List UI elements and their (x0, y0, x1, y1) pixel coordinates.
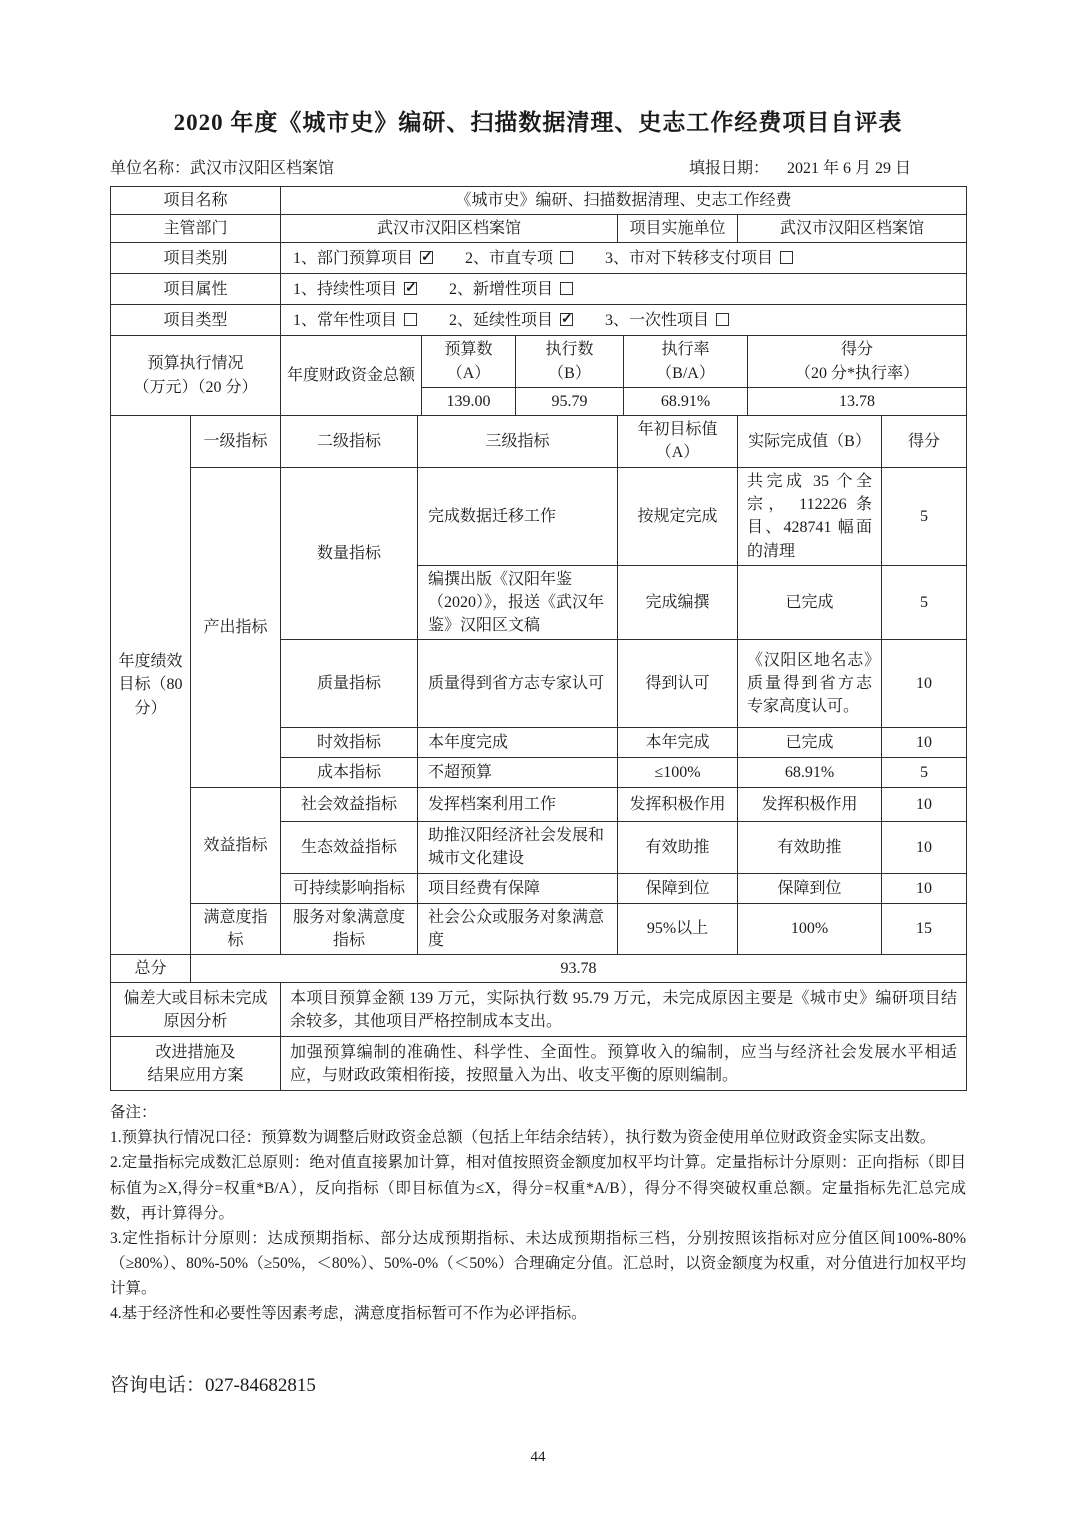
budget-total-label: 年度财政资金总额 (281, 336, 422, 416)
category-option (293, 250, 433, 267)
checkbox-icon (560, 251, 573, 264)
note-item: 4.基于经济性和必要性等因素考虑，满意度指标暂可不作为必评指标。 (110, 1305, 587, 1323)
dept-value: 武汉市汉阳区档案馆 (281, 215, 618, 243)
level3-cell: 完成数据迁移工作 (418, 467, 618, 565)
level2-sustain: 可持续影响指标 (281, 873, 418, 903)
header-level2: 二级指标 (281, 415, 418, 467)
target-cell: 按规定完成 (618, 467, 738, 565)
target-cell: 本年完成 (618, 728, 738, 758)
budget-planned-value: 139.00 (422, 387, 516, 415)
level2-cost: 成本指标 (281, 758, 418, 788)
budget-header-rate (624, 336, 748, 387)
budget-row-label-line1: 预算执行情况 (147, 355, 244, 373)
score-cell: 10 (882, 640, 967, 728)
level2-eco: 生态效益指标 (281, 822, 418, 873)
category-option (605, 250, 793, 267)
total-score-value: 93.78 (191, 955, 967, 983)
budget-rate-value: 68.91% (624, 387, 748, 415)
header-level3: 三级指标 (418, 415, 618, 467)
actual-cell: 100% (738, 903, 882, 954)
score-cell: 10 (882, 822, 967, 873)
target-cell: ≤100% (618, 758, 738, 788)
report-date-label: 填报日期： (688, 160, 769, 177)
header-line: （A） (446, 364, 491, 382)
level1-benefit: 效益指标 (191, 788, 281, 903)
table-row (111, 415, 967, 467)
table-row (111, 336, 967, 387)
attribute-label: 项目属性 (111, 274, 281, 305)
label-line: 偏差大或目标未完成 (123, 989, 268, 1007)
type-label: 项目类型 (111, 305, 281, 336)
budget-executed-value: 95.79 (516, 387, 624, 415)
deviation-label (111, 983, 281, 1037)
actual-cell: 共完成 35 个全宗， 112226 条目、428741 幅面的清理 (738, 467, 882, 565)
budget-header-executed (516, 336, 624, 387)
unit-name (110, 155, 334, 178)
attribute-option (449, 281, 573, 298)
actual-cell: 已完成 (738, 565, 882, 640)
header-line: 执行数 (545, 341, 594, 359)
document-content (110, 0, 966, 1466)
header-line: （20 分*执行率） (794, 364, 919, 382)
report-date (689, 155, 966, 178)
deviation-text: 本项目预算金额 139 万元，实际执行数 95.79 万元，未完成原因主要是《城市史》编研项目结余较多，其他项目严格控制成本支出。 (281, 983, 967, 1037)
label-line: 原因分析 (163, 1012, 228, 1030)
table-row (111, 983, 967, 1037)
budget-row-label (111, 336, 281, 416)
header-line: 执行率 (661, 341, 710, 359)
checkbox-icon (716, 313, 729, 326)
target-cell: 有效助推 (618, 822, 738, 873)
project-name-label: 项目名称 (111, 187, 281, 215)
option-label: 1、持续性项目 (293, 280, 398, 298)
contact-phone: 咨询电话：027-84682815 (110, 1375, 316, 1397)
option-label: 1、部门预算项目 (293, 249, 414, 267)
level3-cell: 本年度完成 (418, 728, 618, 758)
level3-cell: 发挥档案利用工作 (418, 788, 618, 822)
type-option (293, 312, 417, 329)
unit-name-value: 武汉市汉阳区档案馆 (190, 160, 335, 177)
target-cell: 保障到位 (618, 873, 738, 903)
project-info-table (110, 186, 967, 336)
header-line: 年初目标值 (637, 421, 718, 439)
option-label: 2、市直专项 (465, 249, 554, 267)
notes-title: 备注： (110, 1104, 157, 1122)
header-level1: 一级指标 (191, 415, 281, 467)
impl-unit-value: 武汉市汉阳区档案馆 (738, 215, 967, 243)
table-row (111, 903, 967, 954)
page-number: 44 (530, 1449, 546, 1466)
dept-label: 主管部门 (111, 215, 281, 243)
checkbox-icon (780, 251, 793, 264)
actual-cell: 有效助推 (738, 822, 882, 873)
header-target (618, 415, 738, 467)
header-line: 得分 (840, 341, 873, 359)
level2-timeliness: 时效指标 (281, 728, 418, 758)
category-option (465, 250, 573, 267)
budget-row-label-line2: （万元）（20 分） (133, 378, 258, 396)
table-row (111, 305, 967, 336)
table-row (111, 1037, 967, 1091)
level2-satisfaction: 服务对象满意度指标 (281, 903, 418, 954)
level3-cell: 质量得到省方志专家认可 (418, 640, 618, 728)
actual-cell: 保障到位 (738, 873, 882, 903)
header-line: （B） (548, 364, 591, 382)
attribute-option (293, 281, 417, 298)
type-option (605, 312, 729, 329)
budget-score-value: 13.78 (748, 387, 967, 415)
total-score-label: 总分 (111, 955, 191, 983)
improvement-label (111, 1037, 281, 1091)
project-name-value: 《城市史》编研、扫描数据清理、史志工作经费 (281, 187, 967, 215)
improvement-text: 加强预算编制的准确性、科学性、全面性。预算收入的编制，应当与经济社会发展水平相适应，与财政政策相衔接，按照量入为出、收支平衡的原则编制。 (281, 1037, 967, 1091)
report-date-value: 2021 年 6 月 29 日 (786, 160, 911, 177)
checkbox-icon (560, 282, 573, 295)
table-row (111, 788, 967, 822)
table-row (111, 215, 967, 243)
score-cell: 5 (882, 467, 967, 565)
header-actual: 实际完成值（B） (738, 415, 882, 467)
category-options (281, 243, 967, 274)
header-line: （A） (655, 444, 700, 462)
actual-cell: 已完成 (738, 728, 882, 758)
page-title: 2020 年度《城市史》编研、扫描数据清理、史志工作经费项目自评表 (173, 110, 903, 135)
category-label: 项目类别 (111, 243, 281, 274)
summary-table (110, 954, 967, 1091)
score-cell: 10 (882, 873, 967, 903)
table-row (111, 274, 967, 305)
option-label: 1、常年性项目 (293, 311, 398, 329)
level1-satisfaction: 满意度指标 (191, 903, 281, 954)
actual-cell: 68.91% (738, 758, 882, 788)
level2-social: 社会效益指标 (281, 788, 418, 822)
note-item: 3.定性指标计分原则：达成预期指标、部分达成预期指标、未达成预期指标三档，分别按照该指标对应分值区间100%-80%（≥80%）、80%-50%（≥50%，＜80%）、50%-0%（＜50%）合理确定分值。汇总时，以资金额度为权重，对分值进行加权平均计算。 (110, 1229, 966, 1297)
budget-header-score (748, 336, 967, 387)
table-row (111, 467, 967, 565)
option-label: 3、一次性项目 (605, 311, 710, 329)
checkbox-checked-icon (404, 282, 417, 295)
level3-cell: 助推汉阳经济社会发展和城市文化建设 (418, 822, 618, 873)
level1-output: 产出指标 (191, 467, 281, 787)
target-cell: 95%以上 (618, 903, 738, 954)
note-item: 1.预算执行情况口径：预算数为调整后财政资金总额（包括上年结余结转），执行数为资金使用单位财政资金实际支出数。 (110, 1129, 936, 1147)
checkbox-checked-icon (560, 313, 573, 326)
level2-quality: 质量指标 (281, 640, 418, 728)
type-options (281, 305, 967, 336)
meta-row (110, 155, 966, 178)
option-label: 2、延续性项目 (449, 311, 554, 329)
checkbox-icon (404, 313, 417, 326)
indicators-table (110, 415, 967, 955)
level3-cell: 项目经费有保障 (418, 873, 618, 903)
annual-goal-side-label: 年度绩效目标（80 分） (111, 415, 191, 954)
option-label: 3、市对下转移支付项目 (605, 249, 774, 267)
note-item: 2.定量指标完成数汇总原则：绝对值直接累加计算，相对值按照资金额度加权平均计算。定量指标计分原则：正向指标（即目标值为≥X,得分=权重*B/A），反向指标（即目标值为≤X，得分=权重*A/B），得分不得突破权重总额。定量指标先汇总完成数，再计算得分。 (110, 1154, 966, 1222)
target-cell: 得到认可 (618, 640, 738, 728)
level3-cell: 不超预算 (418, 758, 618, 788)
budget-table (110, 335, 967, 416)
table-row (111, 187, 967, 215)
level3-cell: 社会公众或服务对象满意度 (418, 903, 618, 954)
score-cell: 10 (882, 728, 967, 758)
unit-name-label: 单位名称： (110, 160, 191, 177)
level3-cell: 编撰出版《汉阳年鉴（2020）》，报送《武汉年鉴》汉阳区文稿 (418, 565, 618, 640)
score-cell: 5 (882, 758, 967, 788)
option-label: 2、新增性项目 (449, 280, 554, 298)
target-cell: 发挥积极作用 (618, 788, 738, 822)
type-option (449, 312, 573, 329)
budget-header-planned (422, 336, 516, 387)
score-cell: 5 (882, 565, 967, 640)
header-score: 得分 (882, 415, 967, 467)
label-line: 结果应用方案 (147, 1066, 244, 1084)
notes-section (110, 1100, 966, 1326)
header-line: 预算数 (444, 341, 493, 359)
score-cell: 15 (882, 903, 967, 954)
table-row (111, 243, 967, 274)
actual-cell: 《汉阳区地名志》质量得到省方志专家高度认可。 (738, 640, 882, 728)
actual-cell: 发挥积极作用 (738, 788, 882, 822)
score-cell: 10 (882, 788, 967, 822)
attribute-options (281, 274, 967, 305)
checkbox-checked-icon (420, 251, 433, 264)
impl-unit-label: 项目实施单位 (618, 215, 738, 243)
label-line: 改进措施及 (155, 1043, 236, 1061)
level2-quantity: 数量指标 (281, 467, 418, 639)
table-row (111, 955, 967, 983)
target-cell: 完成编撰 (618, 565, 738, 640)
header-line: （B/A） (656, 364, 715, 382)
